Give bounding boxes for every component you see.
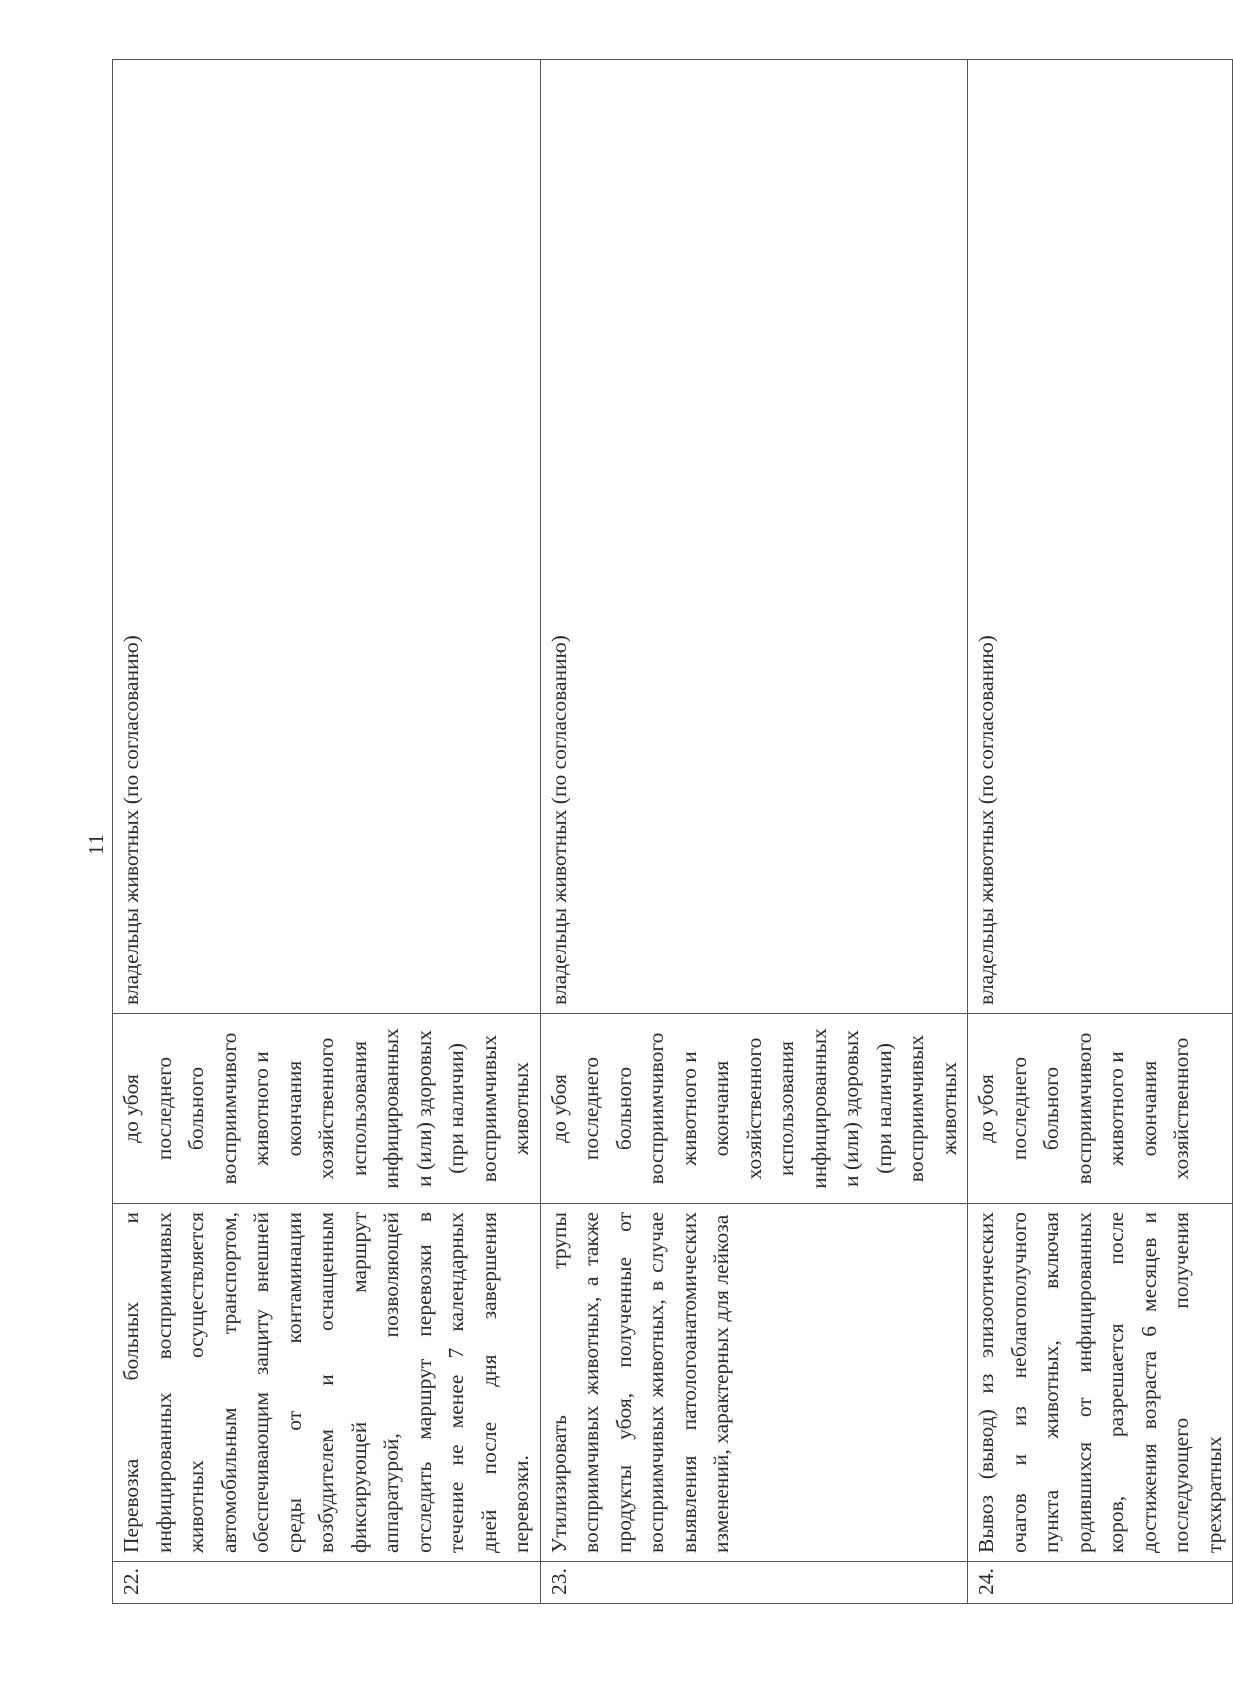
deadline-text: до убоя последнего больного восприимчивого животного и окончания хозяйственного использования инфицированных и (или) здоровых (при наличии) восприимчивых животных <box>540 1014 968 1204</box>
table-row <box>968 60 1233 1604</box>
row-number: 22. <box>113 1562 541 1604</box>
table-row <box>540 60 968 1604</box>
table-row <box>113 60 541 1604</box>
responsible-text: владельцы животных (по согласованию) <box>968 60 1233 1014</box>
measure-text: Вывоз (вывод) из эпизоотических очагов и из неблагополучного пункта животных, включая родившихся от инфицированных коров, разрешается после достижения возраста 6 месяцев и последующего получения трехкратных <box>968 1204 1233 1562</box>
responsible-text: владельцы животных (по согласованию) <box>540 60 968 1014</box>
measure-text: Утилизировать трупы восприимчивых животных, а также продукты убоя, полученные от восприимчивых животных, в случае выявления патологоанатомических изменений, характерных для лейкоза <box>540 1204 968 1562</box>
page-number: 11 <box>84 832 108 856</box>
row-number: 23. <box>540 1562 968 1604</box>
measures-table <box>112 59 1233 1604</box>
deadline-text: до убоя последнего больного восприимчивого животного и окончания хозяйственного <box>968 1014 1233 1204</box>
responsible-text: владельцы животных (по согласованию) <box>113 60 541 1014</box>
measure-text: Перевозка больных и инфицированных восприимчивых животных осуществляется автомобильным транспортом, обеспечивающим защиту внешней среды от контаминации возбудителем и оснащенным фиксирующей маршрут аппаратурой, позволяющей отследить маршрут перевозки в течение не менее 7 календарных дней после дня завершения перевозки. <box>113 1204 541 1562</box>
row-number: 24. <box>968 1562 1233 1604</box>
rotated-page <box>82 46 1226 1642</box>
deadline-text: до убоя последнего больного восприимчивого животного и окончания хозяйственного использования инфицированных и (или) здоровых (при наличии) восприимчивых животных <box>113 1014 541 1204</box>
